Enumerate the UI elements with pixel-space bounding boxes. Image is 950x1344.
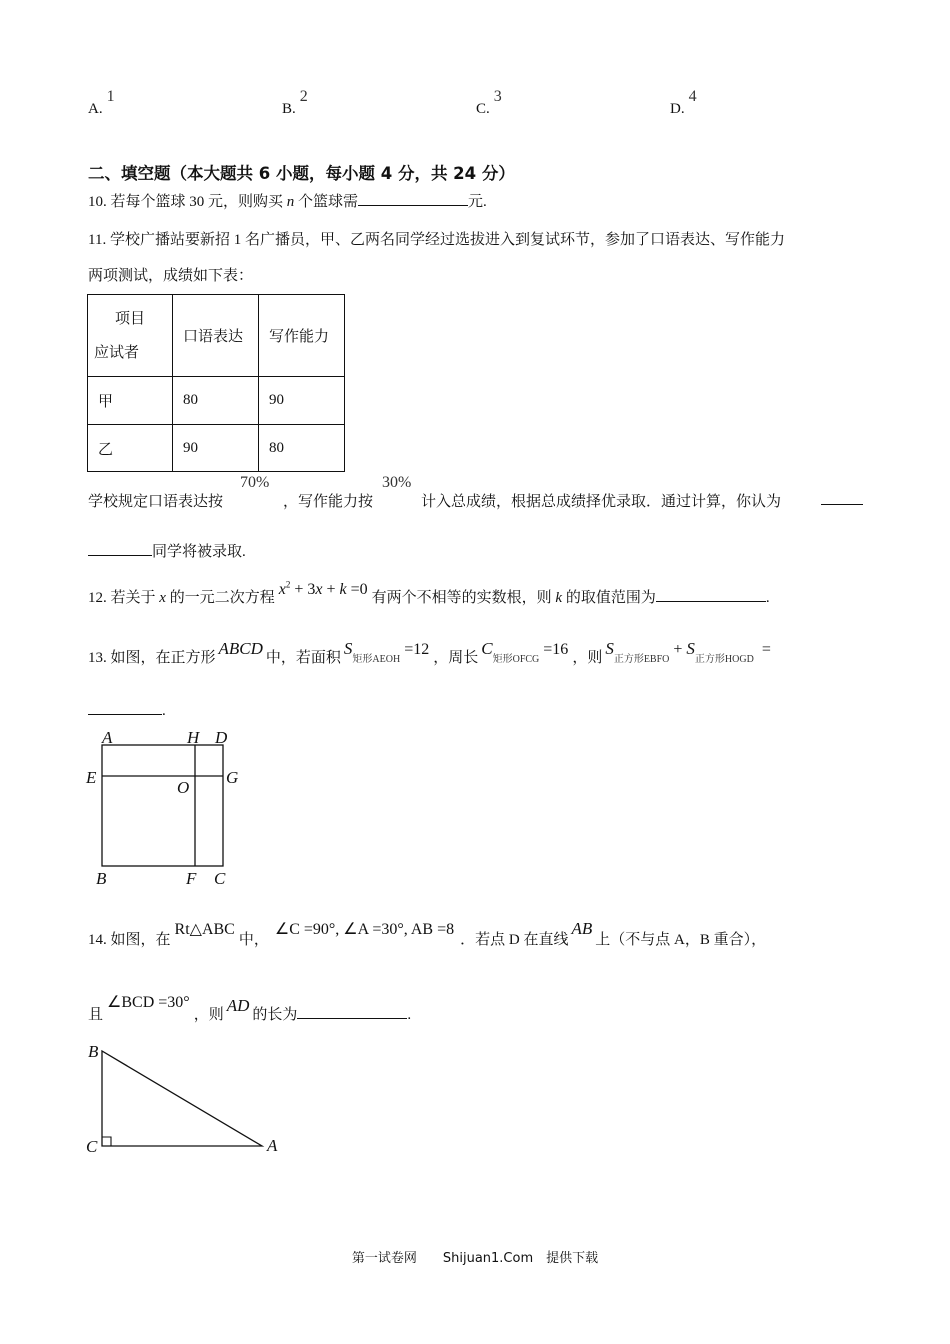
square-figure [80, 722, 260, 892]
header-item: 项目 [114, 310, 145, 327]
q14-conditions: ∠C =90°, ∠A =30°, AB =8 [274, 921, 455, 938]
answer-blank [358, 191, 468, 206]
q13-mid1: 中，若面积 [265, 650, 341, 666]
option-letter: A. [88, 101, 103, 117]
question-13 [88, 639, 771, 667]
q14-line2 [88, 994, 412, 1024]
question-10 [88, 190, 487, 211]
q13-sub3: 正方形EBFO [613, 654, 670, 665]
label-o: O [177, 778, 190, 797]
question-14 [88, 919, 767, 949]
label-b: B [88, 1042, 99, 1061]
option-value: 3 [493, 88, 502, 105]
option-value: 2 [299, 88, 308, 105]
q11-rule-b: ，写作能力按 [283, 494, 374, 510]
q13-eq: = [761, 641, 771, 658]
answer-blank [821, 490, 863, 510]
writing-score: 80 [259, 425, 345, 472]
q13-mid3: ，则 [572, 650, 603, 666]
q11-line4 [88, 540, 246, 561]
q12-equation: $x^2 + 3x + k =0$ [278, 579, 368, 598]
candidate-name: 甲 [88, 377, 173, 425]
answer-blank [88, 700, 162, 715]
answer-blank [88, 541, 152, 556]
option-value: 4 [688, 88, 697, 105]
answer-blank [297, 1004, 407, 1019]
q13-answer [88, 700, 166, 720]
q14-pre: 14. 如图，在 [88, 932, 171, 948]
label-c: C [214, 869, 226, 888]
symbol-s: S [686, 639, 695, 658]
header-candidate: 应试者 [94, 344, 140, 361]
q10-mid: 个篮球需 [294, 194, 359, 210]
q14-end: . [407, 1007, 412, 1023]
option-d [670, 88, 697, 118]
q12-post2: 的取值范围为 [562, 590, 656, 606]
label-h: H [187, 728, 200, 747]
eq-k: k [339, 581, 347, 598]
q13-sub4: 正方形HOGD [694, 654, 754, 665]
q12-pre: 12. 若关于 [88, 590, 160, 606]
eq-x: x [315, 581, 323, 598]
q12-post1: 有两个不相等的实数根，则 [371, 590, 556, 606]
triangle-figure [80, 1035, 300, 1160]
q13-square: ABCD [218, 639, 263, 658]
page-footer: 第一试卷网 Shijuan1.Com 提供下载 [351, 1251, 599, 1266]
q11-rule-c: 计入总成绩，根据总成绩择优录取．通过计算，你认为 [421, 494, 782, 510]
label-g: G [226, 768, 239, 787]
q11-rule-a: 学校规定口语表达按 [88, 494, 224, 510]
option-letter: D. [670, 101, 685, 117]
q13-val1: =12 [404, 641, 430, 658]
label-b: B [96, 869, 107, 888]
table-header-writing: 写作能力 [259, 295, 345, 377]
candidate-name: 乙 [88, 425, 173, 472]
plus-sign: + [673, 641, 683, 658]
eq-part: + [322, 581, 340, 598]
q10-var: n [286, 194, 295, 210]
q14-triangle: Rt△ABC [174, 921, 235, 938]
q10-post: 元. [468, 194, 487, 210]
q14-line2b: ，则 [193, 1007, 224, 1023]
q13-sub1: 矩形AEOH [352, 654, 401, 665]
table-row [88, 425, 345, 472]
label-d: D [215, 728, 228, 747]
q11-rule-d: 同学将被录取. [152, 544, 246, 560]
label-e: E [86, 768, 97, 787]
q14-mid: 中， [238, 932, 269, 948]
q14-mid3: 上（不与点 A，B 重合）， [595, 932, 767, 948]
q11-pct-a: 70% [240, 474, 270, 491]
section-title: 二、填空题（本大题共 6 小题，每小题 4 分，共 24 分） [88, 164, 515, 183]
q12-end: . [765, 590, 770, 606]
writing-score: 90 [259, 377, 345, 425]
label-a: A [102, 728, 113, 747]
option-letter: C. [476, 101, 490, 117]
q11-pct-b: 30% [382, 474, 412, 491]
q12-var-k: k [555, 590, 563, 606]
oral-score: 90 [173, 425, 259, 472]
option-a [88, 88, 115, 118]
q13-mid2: ，周长 [433, 650, 479, 666]
right-angle-mark [102, 1137, 111, 1146]
label-c: C [86, 1137, 98, 1156]
option-b [282, 88, 308, 118]
table-row [88, 377, 345, 425]
option-c [476, 88, 502, 118]
q11-line1: 11. 学校广播站要新招 1 名广播员，甲、乙两名同学经过选拔进入到复试环节，参加了口语表达、写作能力 [88, 232, 785, 248]
square-outline [102, 745, 223, 866]
table-header-oral: 口语表达 [173, 295, 259, 377]
table-header-corner [88, 295, 173, 377]
label-f: F [186, 869, 197, 888]
question-12 [88, 579, 770, 607]
q14-line2a: 且 [88, 1007, 104, 1023]
q10-pre: 10. 若每个篮球 30 元，则购买 [88, 194, 287, 210]
q14-angle: ∠BCD =30° [107, 994, 190, 1011]
answer-blank [656, 587, 766, 602]
q13-val2: =16 [543, 641, 569, 658]
q14-mid2: ．若点 D 在直线 [460, 932, 569, 948]
q14-line2c: 的长为 [252, 1007, 298, 1023]
q13-end: . [162, 703, 166, 719]
oral-score: 80 [173, 377, 259, 425]
q12-var-x: x [159, 590, 166, 606]
q13-pre: 13. 如图，在正方形 [88, 650, 216, 666]
option-value: 1 [106, 88, 115, 105]
option-letter: B. [282, 101, 296, 117]
symbol-s: S [343, 639, 353, 658]
q12-mid: 的一元二次方程 [165, 590, 275, 606]
q13-sub2: 矩形OFCG [492, 654, 540, 665]
answer-blank-line [821, 490, 863, 505]
q11-line2: 两项测试，成绩如下表： [88, 268, 254, 284]
triangle-outline [102, 1051, 262, 1146]
q14-ad: AD [226, 996, 250, 1015]
eq-part: + 3 [290, 581, 316, 598]
eq-part: =0 [346, 581, 368, 598]
label-a: A [267, 1136, 278, 1155]
q14-ab: AB [571, 919, 593, 938]
symbol-c: C [481, 639, 493, 658]
score-table [87, 294, 345, 472]
symbol-s: S [605, 639, 614, 658]
